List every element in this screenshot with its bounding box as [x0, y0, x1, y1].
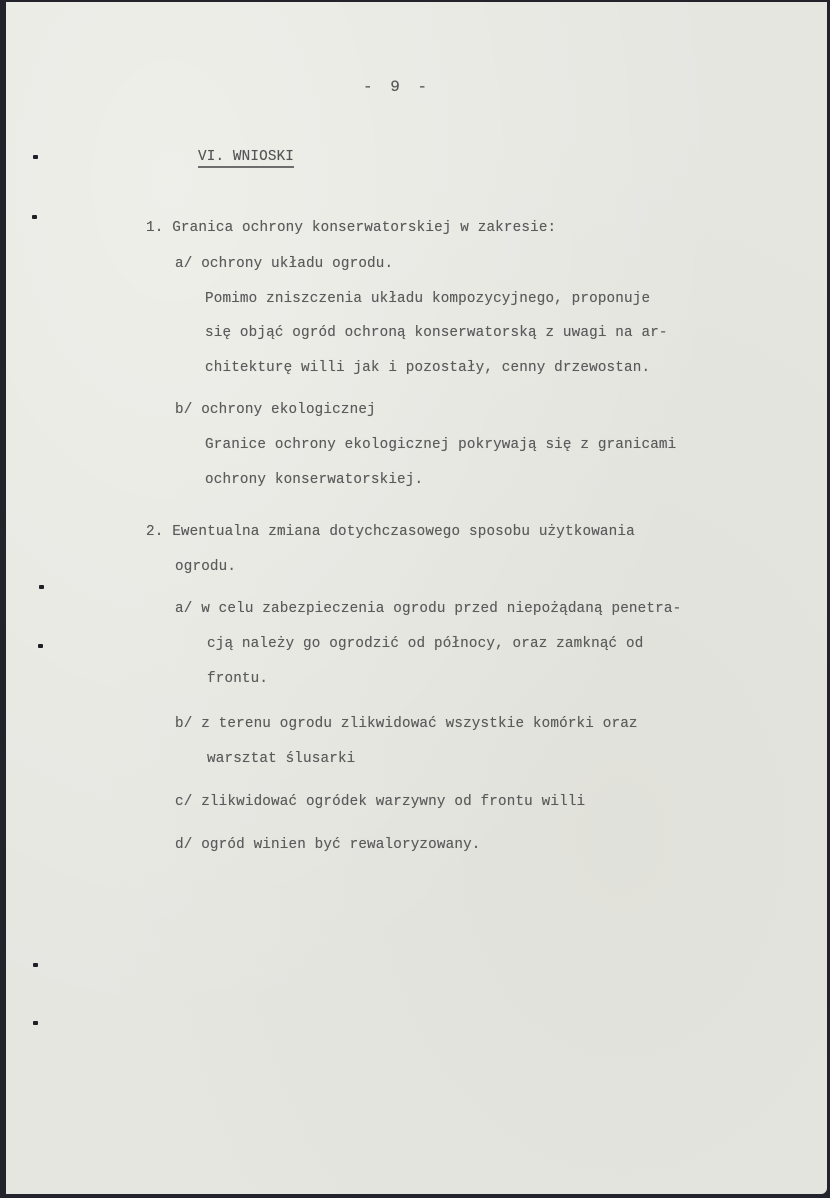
item-1a-body-line: się objąć ogród ochroną konserwatorską z uwagi na ar- — [205, 325, 668, 341]
item-2b-line: b/ z terenu ogrodu zlikwidować wszystkie komórki oraz — [175, 716, 638, 732]
punch-mark — [38, 644, 43, 648]
item-2b-line: warsztat ślusarki — [207, 751, 356, 767]
item-1a-label: a/ ochrony układu ogrodu. — [175, 256, 394, 272]
item-1b-label: b/ ochrony ekologicznej — [175, 402, 376, 418]
item-1b-body-line: Granice ochrony ekologicznej pokrywają się z granicami — [205, 437, 677, 453]
item-2a-line: frontu. — [207, 671, 269, 687]
item-1a-body-line: chitekturę willi jak i pozostały, cenny drzewostan. — [205, 360, 651, 376]
item-2-title-line: ogrodu. — [175, 559, 237, 575]
item-2a-line: cją należy go ogrodzić od północy, oraz zamknąć od — [207, 636, 644, 652]
item-1b-body-line: ochrony konserwatorskiej. — [205, 472, 424, 488]
punch-mark — [39, 585, 44, 589]
punch-mark — [33, 155, 38, 159]
item-2a-line: a/ w celu zabezpieczenia ogrodu przed niepożądaną penetra- — [175, 601, 682, 617]
section-heading: VI. WNIOSKI — [198, 149, 294, 168]
typewritten-page — [6, 2, 827, 1194]
item-1-title: 1. Granica ochrony konserwatorskiej w zakresie: — [146, 220, 557, 236]
page-number: - 9 - — [363, 78, 432, 96]
item-2d-line: d/ ogród winien być rewaloryzowany. — [175, 837, 481, 853]
punch-mark — [32, 215, 37, 219]
item-1a-body-line: Pomimo zniszczenia układu kompozycyjnego, proponuje — [205, 291, 651, 307]
item-2c-line: c/ zlikwidować ogródek warzywny od frontu willi — [175, 794, 586, 810]
punch-mark — [33, 963, 38, 967]
punch-mark — [33, 1021, 38, 1025]
item-2-title-line: 2. Ewentualna zmiana dotychczasowego sposobu użytkowania — [146, 524, 635, 540]
